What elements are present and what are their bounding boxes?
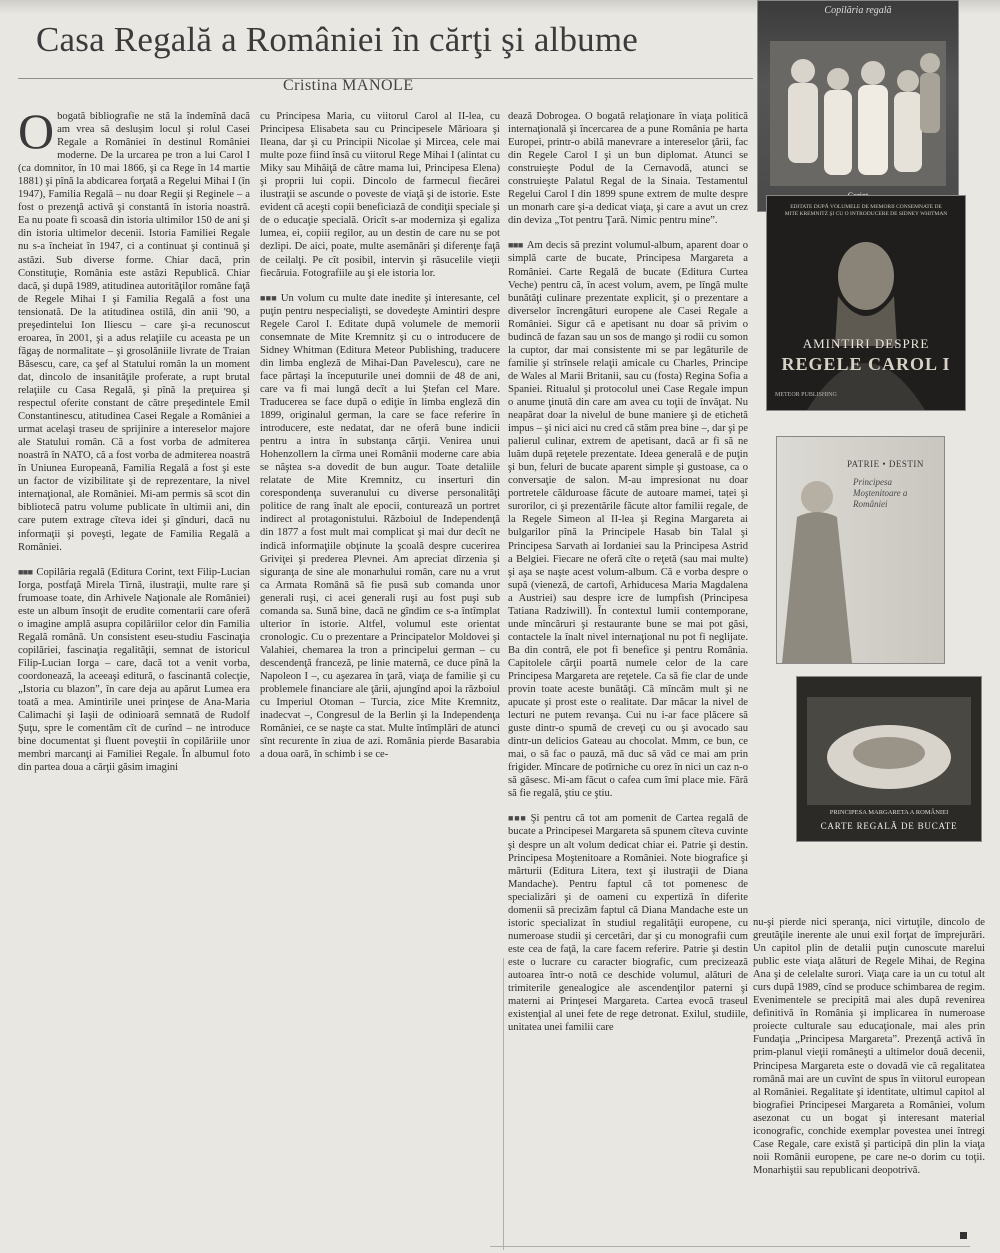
paragraph-text: Copilăria regală (Editura Corint, text Filip-Lucian Iorga, postfaţă Mirela Tîrnă, ilustraţii, multe rare şi frumoase toate, din Arhivele Naţionale ale României) este un album însoţit de erudite comentarii care oferă o imagine amplă asupra copilăriilor celor din Familia Regală română. Un consistent eseu-studiu Fascinaţia copilăriei, fascinaţia regalităţii, semnat de istoricul Filip-Lucian Iorga – care, dacă tot a venit vorba, coordonează, la aceeaşi editură, o fascinantă colecţie, „Istoria cu blazon”, în care deja au apărut Lumea era toată a mea. Amintirile unei prinţese de Ana-Maria Calimachi şi Iaşii de odinioară semnată de Rudolf Şuţu, spre le comentăm cît de curînd – ne introduce bine documentat şi fluent poveştii în copilăriile unor membri marcanţi ai Familiei Regale. În albumul foto din partea doua a cărţii găsim imagini <box>18 566 250 774</box>
cover-publisher: METEOR PUBLISHING <box>775 392 837 398</box>
king-portrait-icon <box>767 196 965 410</box>
paragraph <box>508 812 748 1034</box>
cover-title: Copilăria regală <box>824 5 892 16</box>
drop-cap: O <box>18 110 55 159</box>
column-3 <box>508 110 748 1240</box>
cover-title-top: AMINTIRI DESPRE <box>802 336 930 351</box>
cover-header: EDITATE DUPĂ VOLUMELE DE MEMORII CONSEMNATE DE MITE KREMNITZ ŞI CU O INTRODUCERE DE SIDNEY WHITMAN <box>784 204 948 217</box>
bottom-rule <box>490 1246 970 1247</box>
paragraph-text: Am decis să prezint volumul-album, aparent doar o simplă carte de bucate, Principesa Margareta a României. Carte Regală de bucate (Editura Curtea Veche) pentru că, în acest volum, avem, pe lîngă multe bunătăţi culinare prezentate explicit, şi o prezentare a diverselor încrengături europene ale Casei Regale a României. Sigur că e apetisant nu doar să privim o budincă de fazan sau un sos de mango şi rodii cu somon la cuptor, dar mai consistente mi se par legăturile de familie şi strînsele relaţii amicale cu Charles, Principe de Wales al Marii Britanii, sau cu (fosta) Regina Sofia a Spaniei. Ritualul şi protocolul unei Case Regale impun o anume ţinută din care am avea cu toţii de învăţat. Nu neapărat doar la nivelul de bune maniere şi de etichetă impus – şi nici aici nu cred că stăm prea bine –, dar şi pe palierul culinar, extrem de apetisant, dacă ar fi să ne luăm după reţetele prezentate. Ideea generală e de puţin şi bun, feluri de bucate aparent simple şi gustoase, ca o conversaţie de salon. M-au impresionat nu doar portretele călduroase făcute de autoare mamei, taței şi surorilor, ci şi prezentările făcute altor familii regale, de la Regele Simeon al II-lea şi Regina Margareta ai bulgarilor pînă la Principele Hasab bin Talal şi Principesa Sarvath ai Iordaniei sau la Principesa Astrid a Belgiei. Fiecare ne oferă cîte o reţetă (sau mai multe) şi aşa se naşte acest volum-album. Că e vorba despre o supă (vieneză, de cartofi, Arhiducesa Maria Magdalena a Austriei) sau despre icre de lumpfish (Principesa Tatiana Radziwill). În contextul lumii contemporane, unde mîncăruri şi restaurante bune se mai pot găsi, contactele la înalt nivel internaţional nu pot fi neglijate. Ba din contră, ele pot fi benefice şi pentru România. Capitolele cărţii poartă numele celor de la care Principesa Margareta are reţetele. Ca să fie clar de unde provin toate aceste bunătăţi. Că mîncăm mult şi ne apucate şi prost este o realitate. Dar măcar la nivel de lecturi ne putem revanşa. Cui nu i-ar face plăcere să guste dintr-o spumă de creveţi cu ou şi avocado sau dintr-un delicios Gateau au chocolat. Mmm, ce bun, ce mai, o să fac o pauză, mă duc să văd ce mai am prin frigider. Mîncare de potîrniche cu orez în nici un caz n-o să găsesc. Mi-am făcut o cafea cum îmi place mie. Fără să fie regală, ştiu ce ştiu. <box>508 240 748 800</box>
column-2 <box>260 110 500 958</box>
royal-family-photo-icon <box>758 1 958 211</box>
paragraph <box>753 916 985 1177</box>
section-marker-icon: ■■■ <box>18 566 33 577</box>
princess-portrait-icon <box>777 437 944 663</box>
column-divider <box>503 958 504 1250</box>
paragraph-text: Şi pentru că tot am pomenit de Cartea regală de bucate a Principesei Margareta să spunem cîteva cuvinte şi despre un alt volum dedicat chiar ei. Patrie şi destin. Principesa Moştenitoare a României. Note biografice şi mărturii (Editura Litera, text şi ilustraţii de Diana Mandache). Pentru faptul că tot pomenesc de specializări şi de oameni cu expertiză în diferite domenii să precizăm faptul că Diana Mandache este un istoric specializat în studiul regalităţii europene, cu numeroase studii şi cercetări, dar şi cu monografii cum este cea de faţă, la care facem referire. Patrie şi destin este o lucrare cu caracter biografic, cum precizează autoarea într-o notă ce deschide volumul, alături de trimiterile genealogice ale ascendenţilor paterni şi materni ai Prinţesei Margareta. Cartea evocă traseul existenţial al unei fete de rege detronat. Exilul, studiile, unitatea unei familii care <box>508 813 748 1034</box>
paragraph <box>18 110 250 554</box>
cover-title-bottom: CARTE REGALĂ DE BUCATE <box>820 821 958 831</box>
column-4 <box>753 916 985 1222</box>
section-marker-icon: ■■■ <box>508 813 527 824</box>
cover-title-bottom: Principesa Moştenitoare a României <box>853 477 908 509</box>
paragraph-text: nu-şi pierde nici speranţa, nici virtuţile, dincolo de greutăţile inerente ale unui exil forţat de împrejurări. Un capitol plin de detalii puţin cunoscute marelui public este viaţa alături de Regele Mihai, de Regina Ana şi de celelalte surori. Viaţa care ia un cu totul alt curs după 1989, cînd se produce schimbarea de regim. Evenimentele se precipită mai ales după revenirea definitivă în România şi implicarea în numeroase proiecte culturale sau educaţionale, mai ales prin Fundaţia „Principesa Margareta”. Prezenţă activă în prim-planul vieţii româneşti a ultimelor două decenii, Principesa Margareta este o dovadă vie că regalitatea română mai are un cuvînt de spus în viitorul european al României. Regalitate şi identitate, ultimul capitol al biografiei Principesei Margareta a României, volum asezonat cu un bogat şi interesant material iconografic, conchide exemplar povestea unei întregi Case Regale, care există şi participă din plin la viaţa noii Românii europene, pe care ne-o dorim cu toţii. Monarhiştii sau republicani deopotrivă. <box>753 917 985 1176</box>
book-cover-patrie-destin <box>776 436 945 664</box>
paragraph <box>260 292 500 762</box>
column-1 <box>18 110 250 910</box>
paragraph <box>508 110 748 227</box>
paragraph-text: cu Principesa Maria, cu viitorul Carol al II-lea, cu Principesa Elisabeta sau cu Principesele Mărioara şi Ileana, dar şi cu Principii Nicolae şi Mircea, cele mai multe poze fiind însă cu viitorul Rege Mihai I (alintat cu Miky sau Mihăiţă de către mama lui, Principesa Elena) şi proprii lui copii. Dincolo de farmecul fiecărei ilustraţii se ascunde o poveste de viaţă şi de istorie. Este evident că aceşti copii beneficiază de condiţii speciale şi de o educaţie specială. Oricît s-ar moderniza şi egaliza lumea, ei, copiii regilor, au un destin de care nu se pot dezlipi. De aici, poate, multe asemănări şi diferenţe faţă de ceilalţi. Pe cît posibil, intervin şi răsucelile vieţii fiecăruia. Fotografiile au şi ele istoria lor. <box>260 111 500 279</box>
book-cover-carte-regala-bucate <box>796 676 982 842</box>
cover-title-bottom: REGELE CAROL I <box>781 354 951 374</box>
paragraph <box>260 110 500 280</box>
dish-photo-icon <box>797 677 981 841</box>
cover-title-top: PRINCIPESA MARGARETA A ROMÂNIEI <box>829 809 949 816</box>
book-cover-copilaria-regala <box>757 0 959 212</box>
end-mark-icon <box>960 1232 967 1239</box>
cover-title-top: PATRIE • DESTIN <box>847 459 924 469</box>
paragraph-text: bogată bibliografie ne stă la îndemînă dacă am vrea să deslușim locul şi rolul Casei Regale a României în destinul României moderne. De la urcarea pe tron a lui Carol I (ca domnitor, în 10 mai 1866, şi ca Rege în 14 martie 1881) şi pînă la abdicarea forţată a Regelui Mihai I (în 1947), Familia Regală – nu doar Regii şi Reginele – a fost o prezenţă activă şi constantă în istoria noastră. Ea nu poate fi scoasă din istoria ultimilor 150 de ani şi din istoria ultimelor decenii. Istoria Familiei Regale nu s-a încheiat în 1947, ci a continuat şi continuă şi astăzi. Sub diverse forme. Chiar dacă, prin Constituţie, România este astăzi Republică. Chiar dacă, şi după 1989, atitudinea autorităţilor române faţă de Regele Mihai I şi Familia Regală a fost una tensionată. De la atitudinea ostilă, din anii '90, a preşedintelui Ion Iliescu – care şi-a recunoscut eroarea, în 2001, şi a adus relaţiile cu aceasta pe un făgaş de normalitate – şi grosolăniile livrate de Traian Băsescu, care, ca şef al Statului român la un moment dat, dincolo de insanităţile proferate, a rupt brutal relaţiile cu Casa Regală, şi pînă la preţuirea şi respectul oferite constant de către preşedintele Emil Constantinescu, atitudinea Casei Regale a României a urmat acelaşi traseu de sprijinire a intereselor majore ale Statului român. Că a fost vorba de admiterea noastră în NATO, că a fost vorba de admiterea noastră în Uniunea Europeană, Familia Regală a fost şi este un factor de vizibilitate şi de reprezentare, la nivel internaţional, ale României. Mi-am permis să scot din bibliotecă patru volume publicate în ultimii ani, din care putem extrage cîteva idei şi gînduri, dacă nu informaţii şi poveşti, legate de Familia Regală a României. <box>18 111 250 553</box>
paragraph <box>18 566 250 775</box>
paragraph <box>508 239 748 800</box>
article-title: Casa Regală a României în cărţi şi albume <box>36 20 639 59</box>
book-cover-amintiri-carol <box>766 195 966 411</box>
paragraph-text: Un volum cu multe date inedite şi interesante, cel puţin pentru nespecialişti, se dovedeşte Amintiri despre Regele Carol I. Editate după volumele de memorii consemnate de Mite Kremnitz şi cu o introducere de Sidney Whitman (Editura Meteor Publishing, traducere din limba engleză de Mihai-Dan Pavelescu), care ne face părtaşi la începuturile unei domnii de 48 de ani, care va fi mai lungă decît a lui Ştefan cel Mare. Traducerea se face după o ediţie în limba engleză din 1899, originalul german, la care se face referire în introducere, este nedatat, dar ne oferă bune indicii pentru a intra în substanţa cărţii. Venirea unui Hohenzollern la cîrma unei Românii moderne care abia se năştea s-a dovedit de bun augur. Toate detaliile relatate de Mite Kremnitz, cu inserturi din corespondenţa suveranului cu diverse personalităţi politice de rang înalt ale epocii, conturează un portret indirect al protagonistului. Războiul de Independenţă din 1877 a fost mult mai complicat şi mai dur decît ne indică informaţiile obţinute la şcoală despre cucerirea Griviţei şi prederea Plevnei. Am apreciat dîrzenia şi siguranţa de sine ale monarhului român, care nu a vrut ca Armata Română să fie pusă sub comanda unor generali ruşi, ci acei generali ruşi au fost puşi sub comanda sa. Sună bine, dacă ne gîndim ce s-a întîmplat ulterior în istorie. Altfel, volumul este orientat cronologic. Cu o prezentare a Principatelor Moldovei şi Valahiei, chemarea la tron a principelui german – cu descendenţă franceză, pe linie maternă, ce duce pînă la Napoleon I –, cu aşezarea în ţară, viaţa de familie şi cu problemele financiare ale ţării, ajungînd apoi la războiul cu Imperiul Otoman – Turcia, zice Mite Kremnitz, inadecvat –, Congresul de la Berlin şi la Independenţa României, ce se naşte ca stat. Multe întîmplări de atunci sînt recurente în ziua de azi. România pierde Basarabia a doua oară, în schimb i se ce- <box>260 292 500 761</box>
section-marker-icon: ■■■ <box>508 240 523 251</box>
section-marker-icon: ■■■ <box>260 292 277 303</box>
article-author: Cristina MANOLE <box>283 77 414 94</box>
paragraph-text: dează Dobrogea. O bogată relaţionare în viaţa politică internaţională şi încercarea de a pune România pe harta Europei, printr-o abilă manevrare a intereselor ţării, fac din Regele Carol I şi un bun diplomat. Atunci se construieşte Podul de la Cernavodă, atunci se construieşte Palatul Regal de la Sinaia. Testamentul Regelui Carol I din 1899 spune extrem de multe despre un monarh care şi-a dedicat viaţa, şi care a avut un crez din deviza „Tot pentru Ţară. Nimic pentru mine”. <box>508 111 748 227</box>
